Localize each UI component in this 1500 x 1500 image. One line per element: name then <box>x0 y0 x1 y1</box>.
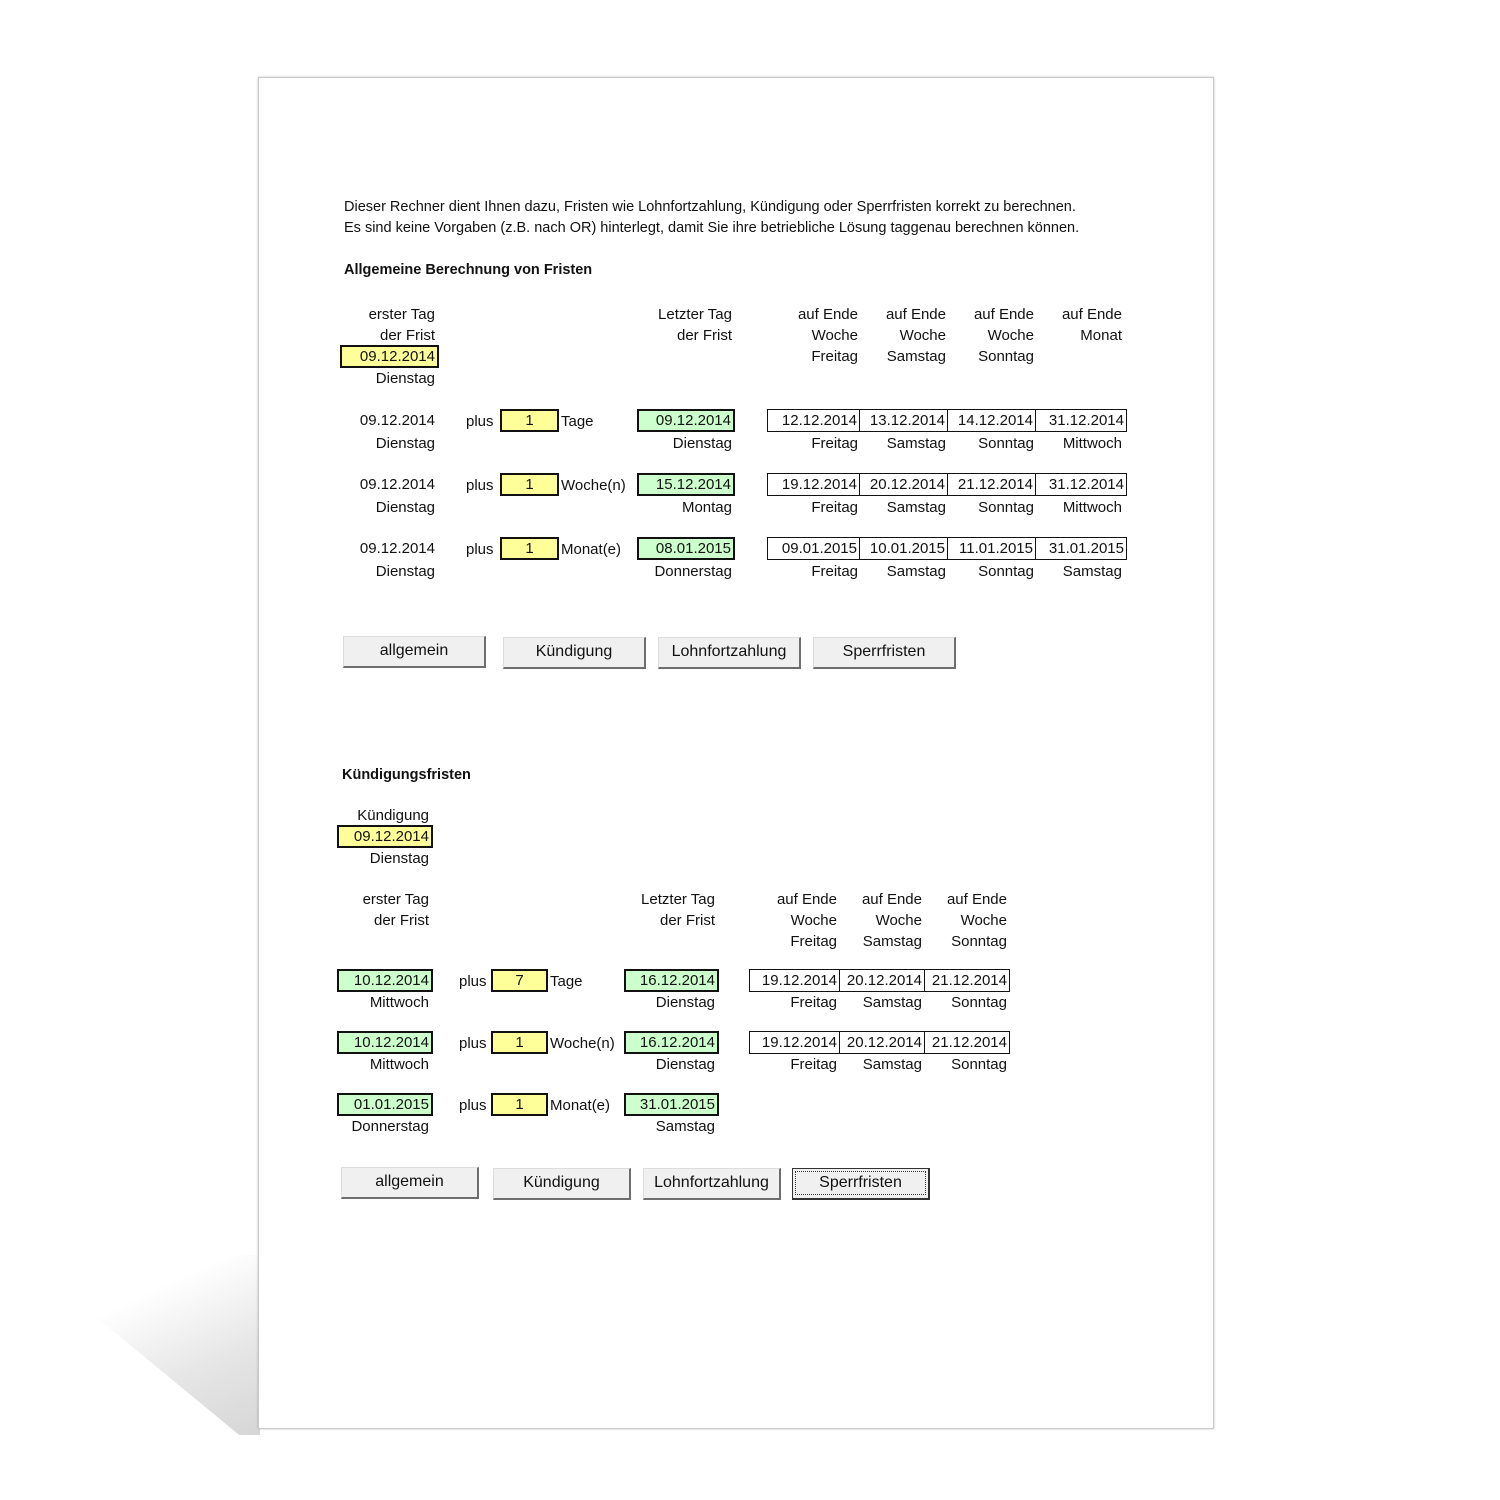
s1-row1-end-day: Dienstag <box>672 435 732 452</box>
s2-row1-start: 10.12.2014 <box>337 969 433 992</box>
s2-row1-end: 16.12.2014 <box>624 969 719 992</box>
s1-row3-end: 08.01.2015 <box>637 537 735 560</box>
s1-row1-week-ends: 12.12.2014 13.12.2014 14.12.2014 31.12.2014 <box>767 409 1127 432</box>
s1-row3-unit: Monat(e) <box>561 541 622 558</box>
s1-row1-count-input[interactable]: 1 <box>500 409 559 432</box>
s2-first-day-label-2: der Frist <box>373 912 429 929</box>
s1-row2-plus: plus <box>466 477 494 494</box>
s2-row1-count-input[interactable]: 7 <box>491 969 548 992</box>
s1-row3-start: 09.12.2014 <box>359 540 435 557</box>
s2-row2-start-day: Mittwoch <box>369 1056 429 1073</box>
s1-row2-start: 09.12.2014 <box>359 476 435 493</box>
s1-row3-end-day: Donnerstag <box>654 563 732 580</box>
s2-notice-label: Kündigung <box>357 807 429 824</box>
s1-row1-start: 09.12.2014 <box>359 412 435 429</box>
s2-notice-weekday: Dienstag <box>369 850 429 867</box>
sperrfristen-button-2-label: Sperrfristen <box>795 1171 926 1195</box>
section2-title: Kündigungsfristen <box>342 767 471 783</box>
s1-row2-week-ends: 19.12.2014 20.12.2014 21.12.2014 31.12.2014 <box>767 473 1127 496</box>
s2-row3-unit: Monat(e) <box>550 1097 611 1114</box>
s1-row2-count-input[interactable]: 1 <box>500 473 559 496</box>
s2-row1-end-day: Dienstag <box>655 994 715 1011</box>
s1-first-day-input[interactable]: 09.12.2014 <box>340 345 439 368</box>
s2-row1-unit: Tage <box>550 973 583 990</box>
s2-row2-end-day: Dienstag <box>655 1056 715 1073</box>
s1-row2-unit: Woche(n) <box>561 477 626 494</box>
intro-line-2: Es sind keine Vorgaben (z.B. nach OR) hinterlegt, damit Sie ihre betriebliche Lösung taggenau berechnen können. <box>344 220 1080 236</box>
s2-notice-input[interactable]: 09.12.2014 <box>337 825 433 848</box>
s1-row1-plus: plus <box>466 413 494 430</box>
s2-row1-plus: plus <box>459 973 487 990</box>
allgemein-button[interactable]: allgemein <box>343 636 486 668</box>
s2-row2-end: 16.12.2014 <box>624 1031 719 1054</box>
s2-row3-end: 31.01.2015 <box>624 1093 719 1116</box>
kuendigung-button-2[interactable]: Kündigung <box>493 1168 631 1200</box>
s2-row1-week-ends: 19.12.2014 20.12.2014 21.12.2014 <box>749 969 1010 992</box>
s2-row2-unit: Woche(n) <box>550 1035 615 1052</box>
s2-last-day-label-1: Letzter Tag <box>641 891 715 908</box>
document-page: Dieser Rechner dient Ihnen dazu, Fristen wie Lohnfortzahlung, Kündigung oder Sperrfristen korrekt zu berechnen. Es sind keine Vorgaben (z.B. nach OR) hinterlegt, damit Sie ihre betriebliche Lösung taggenau berechnen können. Allgemeine Berechnung von Fristen erster Tag der Frist 09.12.2014 Dienstag Letzter Tag der Frist auf Ende Woche Freitag auf Ende Woche Samstag auf Ende Woche Sonntag auf Ende Monat 09.12.2014 Dienstag plus 1 Tage 09.12.2014 Dienstag 12.12.2014 13.12.2014 14.12.2014 31.12.2014 Freitag Samstag Sonntag Mittwoch 09.12.2014 Dienstag plus 1 Woche(n) 15.12.2014 Montag 19.12.2014 20.12.2014 21.12.2014 31.12.2014 Freitag Samstag Sonntag Mittwoch 09.12.2014 Dienstag plus 1 Monat(e) 08.01.2015 Donnerstag 09.01.2015 10.01.2015 11.01.2015 31.01.2015 Freitag Samstag Sonntag Samstag allgemein Kündigung Lohnfortzahlung Sperrfristen Kündigungsfristen Kündigung 09.12.2014 Dienstag erster Tag der Frist Letzter Tag der Frist auf Ende Woche Freitag auf Ende Woche Samstag auf Ende Woche Sonntag 10.12.2014 Mittwoch plus 7 Tage 16.12.2014 Dienstag 19.12.2014 20.12.2014 21.12.2014 Freitag Samstag Sonntag 10.12.2014 Mittwoch plus 1 Woche(n) 16.12.2014 Dienstag 19.12.2014 20.12.2014 21.12.2014 Freitag Samstag Sonntag 01.01.2015 Donnerstag plus 1 Monat(e) 31.01.2015 Samstag allgemein Kündigung Lohnfortzahlung Sperrfristen <box>258 77 1214 1429</box>
s1-first-day-label-1: erster Tag <box>368 306 435 323</box>
s1-first-day-label-2: der Frist <box>379 327 435 344</box>
s1-row1-end: 09.12.2014 <box>637 409 735 432</box>
sperrfristen-button-2[interactable] <box>792 1168 930 1200</box>
section1-title: Allgemeine Berechnung von Fristen <box>344 262 593 278</box>
s1-row3-week-ends: 09.01.2015 10.01.2015 11.01.2015 31.01.2015 <box>767 537 1127 560</box>
kuendigung-button[interactable]: Kündigung <box>503 637 646 669</box>
s1-last-day-label-1: Letzter Tag <box>658 306 732 323</box>
lohnfortzahlung-button-2[interactable]: Lohnfortzahlung <box>643 1168 781 1200</box>
s1-row3-start-day: Dienstag <box>375 563 435 580</box>
s1-row3-count-input[interactable]: 1 <box>500 537 559 560</box>
page-shadow <box>0 1255 260 1435</box>
s1-row3-plus: plus <box>466 541 494 558</box>
s2-row2-start: 10.12.2014 <box>337 1031 433 1054</box>
s1-row2-end-day: Montag <box>681 499 732 516</box>
s2-row2-count-input[interactable]: 1 <box>491 1031 548 1054</box>
lohnfortzahlung-button[interactable]: Lohnfortzahlung <box>658 637 801 669</box>
s2-first-day-label-1: erster Tag <box>362 891 429 908</box>
s1-first-day-weekday: Dienstag <box>375 370 435 387</box>
s2-row3-end-day: Samstag <box>655 1118 715 1135</box>
sperrfristen-button[interactable]: Sperrfristen <box>813 637 956 669</box>
s1-row2-end: 15.12.2014 <box>637 473 735 496</box>
s2-row3-start: 01.01.2015 <box>337 1093 433 1116</box>
s2-row3-plus: plus <box>459 1097 487 1114</box>
s2-row3-count-input[interactable]: 1 <box>491 1093 548 1116</box>
s1-last-day-label-2: der Frist <box>676 327 732 344</box>
s2-row3-start-day: Donnerstag <box>351 1118 429 1135</box>
s2-row2-plus: plus <box>459 1035 487 1052</box>
s2-row1-start-day: Mittwoch <box>369 994 429 1011</box>
s2-last-day-label-2: der Frist <box>659 912 715 929</box>
s1-row1-unit: Tage <box>561 413 594 430</box>
s2-row2-week-ends: 19.12.2014 20.12.2014 21.12.2014 <box>749 1031 1010 1054</box>
allgemein-button-2[interactable]: allgemein <box>341 1167 479 1199</box>
s1-row2-start-day: Dienstag <box>375 499 435 516</box>
intro-line-1: Dieser Rechner dient Ihnen dazu, Fristen wie Lohnfortzahlung, Kündigung oder Sperrfristen korrekt zu berechnen. <box>344 199 1076 215</box>
s1-row1-start-day: Dienstag <box>375 435 435 452</box>
